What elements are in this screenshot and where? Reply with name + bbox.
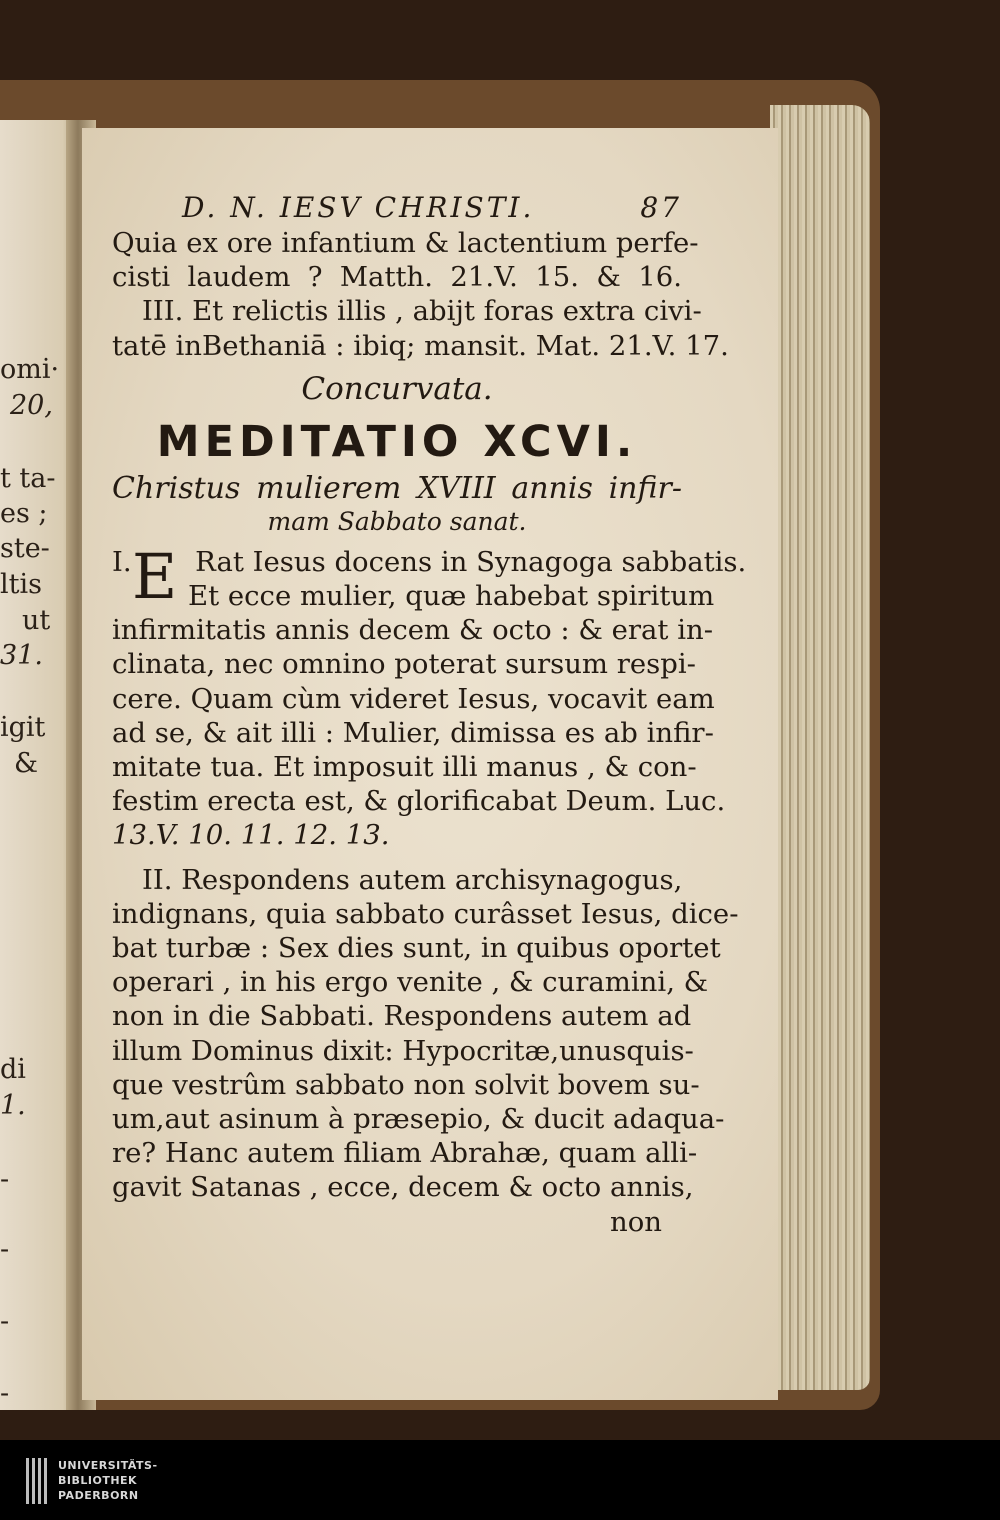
text-line: re? Hanc autem filiam Abrahæ, quam alli- bbox=[112, 1137, 698, 1170]
text-line: II. Respondens autem archisynagogus, bbox=[142, 863, 683, 896]
left-fragment: 20, bbox=[10, 390, 53, 421]
left-fragment: t ta- bbox=[0, 463, 56, 494]
left-fragment: - bbox=[0, 1234, 10, 1265]
text-line: tatē inBethaniā : ibiq; mansit. Mat. 21.V. 17. bbox=[112, 329, 729, 362]
left-fragment: - bbox=[0, 1164, 10, 1195]
text-line: que vestrûm sabbato non solvit bovem su- bbox=[112, 1068, 700, 1101]
text-line: operari , in his ergo venite , & curamini, & bbox=[112, 966, 709, 999]
left-fragment: di bbox=[0, 1054, 26, 1085]
first-line-text: Rat Iesus docens in Synagoga sabbatis. bbox=[195, 545, 747, 578]
text-line: cere. Quam cùm videret Iesus, vocavit eam bbox=[112, 682, 715, 715]
page-text bbox=[112, 190, 747, 1239]
left-fragment: 31. bbox=[0, 640, 43, 671]
text-line: cisti laudem ? Matth. 21.V. 15. & 16. bbox=[112, 261, 682, 294]
library-name-line: BIBLIOTHEK bbox=[58, 1474, 138, 1487]
text-line: 13.V. 10. 11. 12. 13. bbox=[112, 819, 390, 852]
text-line: Et ecce mulier, quæ habebat spiritum bbox=[188, 580, 715, 613]
text-line: infirmitatis annis decem & octo : & erat in- bbox=[112, 614, 714, 647]
catchword: non bbox=[610, 1205, 662, 1238]
text-line: Quia ex ore infantium & lactentium perfe- bbox=[112, 227, 699, 259]
left-fragment: ste- bbox=[0, 533, 50, 564]
text-line: illum Dominus dixit: Hypocritæ,unusquis- bbox=[112, 1034, 694, 1067]
section-one-opening bbox=[112, 539, 747, 613]
left-fragment: - bbox=[0, 1378, 10, 1409]
text-line: um,aut asinum à præsepio, & ducit adaqua- bbox=[112, 1103, 725, 1136]
left-fragment: & bbox=[14, 748, 39, 779]
text-line: gavit Satanas , ecce, decem & octo annis, bbox=[112, 1171, 694, 1204]
library-name-line: PADERBORN bbox=[58, 1489, 139, 1502]
page-edges bbox=[770, 105, 870, 1390]
text-line: bat turbæ : Sex dies sunt, in quibus oportet bbox=[112, 932, 721, 965]
summary-line: Christus mulierem XVIII annis infir- bbox=[112, 470, 682, 506]
section-numeral: I. bbox=[112, 545, 132, 578]
text-line: mitate tua. Et imposuit illi manus , & con- bbox=[112, 751, 697, 784]
library-name bbox=[58, 1458, 158, 1503]
library-logo-icon bbox=[26, 1458, 50, 1504]
text-line: III. Et relictis illis , abijt foras extra civi- bbox=[142, 295, 702, 328]
text-line: clinata, nec omnino poterat sursum respi- bbox=[112, 648, 696, 681]
left-fragment: - bbox=[0, 1306, 10, 1337]
subheading: Concurvata. bbox=[301, 370, 493, 407]
meditation-title: MEDITATIO XCVI. bbox=[156, 416, 638, 467]
summary-line: mam Sabbato sanat. bbox=[267, 506, 527, 536]
text-line: festim erecta est, & glorificabat Deum. Luc. bbox=[112, 785, 726, 818]
left-fragment: 1. bbox=[0, 1090, 26, 1121]
library-name-line: UNIVERSITÄTS- bbox=[58, 1459, 158, 1472]
page-number: 87 bbox=[640, 191, 682, 224]
running-title: D. N. IESV CHRISTI. bbox=[182, 191, 535, 224]
left-fragment: ltis bbox=[0, 569, 42, 600]
text-line bbox=[112, 545, 747, 579]
text-line: indignans, quia sabbato curâsset Iesus, dice- bbox=[112, 897, 739, 930]
text-line: ad se, & ait illi : Mulier, dimissa es ab infir- bbox=[112, 716, 714, 749]
text-line: non in die Sabbati. Respondens autem ad bbox=[112, 1000, 692, 1033]
left-fragment: igit bbox=[0, 712, 46, 743]
left-fragment: omi· bbox=[0, 354, 60, 385]
left-fragment: ut bbox=[22, 605, 51, 636]
running-header bbox=[112, 190, 682, 226]
left-fragment: es ; bbox=[0, 498, 48, 529]
dropcap: E bbox=[132, 539, 178, 613]
